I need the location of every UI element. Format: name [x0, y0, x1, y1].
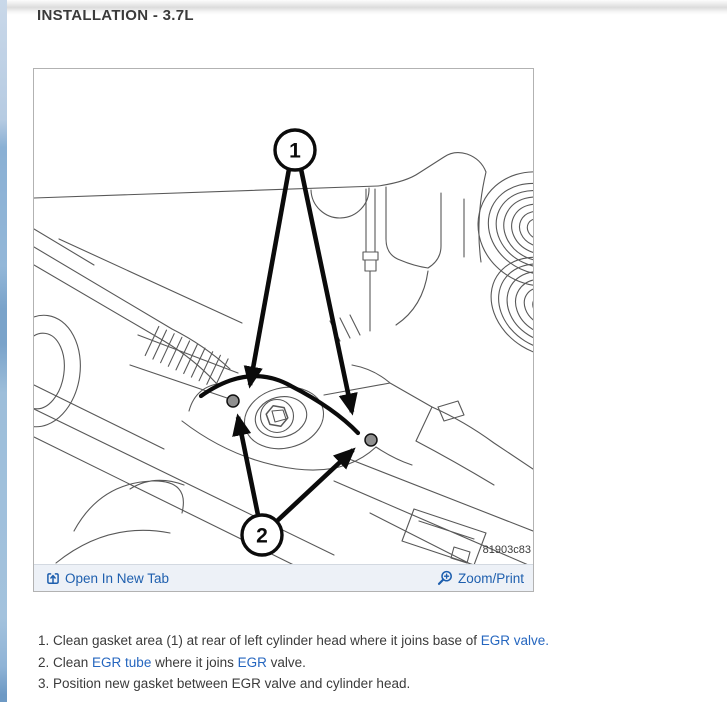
- callout-1-arrow-left: [250, 169, 289, 385]
- left-edge-strip: [0, 0, 7, 702]
- egr-link[interactable]: EGR: [237, 654, 267, 670]
- figure-code-label: 81903c83: [482, 544, 531, 556]
- page-title: INSTALLATION - 3.7L: [37, 7, 194, 24]
- zoom-in-icon: [436, 570, 453, 587]
- bolt-hole-left: [227, 395, 239, 407]
- figure-diagram: [34, 69, 533, 564]
- callout-2-number: 2: [256, 524, 268, 548]
- egr-link[interactable]: EGR tube: [92, 654, 152, 670]
- instruction-text: valve.: [266, 654, 306, 670]
- instruction-item: [38, 630, 710, 652]
- instruction-text: where it joins: [151, 654, 238, 670]
- engine-line-art: [34, 152, 533, 564]
- open-in-new-tab-icon: [46, 571, 60, 585]
- instruction-item: [38, 673, 710, 695]
- callout-2-arrow-right: [277, 450, 353, 521]
- egr-link[interactable]: EGR valve.: [480, 633, 550, 648]
- open-in-new-tab-link[interactable]: [46, 571, 169, 586]
- instruction-item: [38, 652, 710, 674]
- instruction-text: 3. Position new gasket between EGR valve and cylinder head.: [38, 676, 411, 691]
- figure-toolbar: [34, 564, 533, 591]
- zoom-print-link[interactable]: [436, 570, 524, 587]
- instruction-text: 1. Clean gasket area (1) at rear of left cylinder head where it joins base of: [38, 633, 481, 648]
- open-in-new-tab-label: Open In New Tab: [65, 570, 170, 586]
- egr-valve-figure: [33, 68, 534, 592]
- callout-1-number: 1: [289, 139, 301, 163]
- bolt-hole-right: [365, 434, 377, 446]
- instruction-list: [38, 630, 710, 695]
- instruction-text: 2. Clean: [38, 654, 93, 670]
- callout-1-arrow-right: [301, 169, 352, 412]
- zoom-print-label: Zoom/Print: [457, 570, 524, 586]
